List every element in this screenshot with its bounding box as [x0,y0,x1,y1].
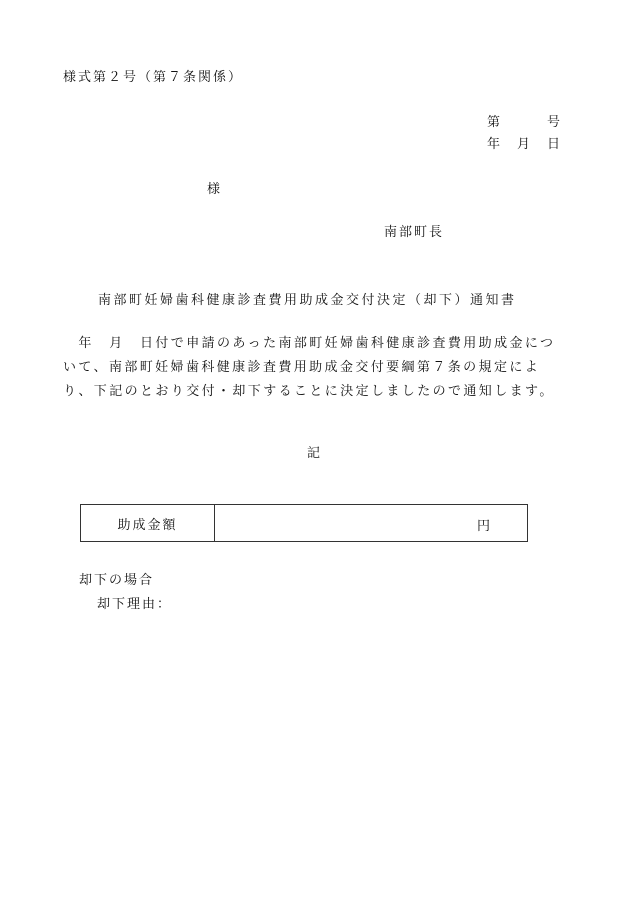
rejection-heading: 却下の場合 [79,573,155,588]
amount-value-cell [215,505,527,541]
body-text: 年 月 日付で申請のあった南部町妊婦歯科健康診査費用助成金について、南部町妊婦歯科健康診査費用助成金交付要綱第７条の規定により、下記のとおり交付・却下することに決定しましたので通知します。 [63,336,556,399]
rejection-reason-label: 却下理由： [97,597,173,612]
document-title: 南部町妊婦歯科健康診査費用助成金交付決定（却下）通知書 [98,293,517,308]
amount-unit: 円 [477,519,491,534]
form-label: 様式第２号（第７条関係） [63,70,244,85]
ki-marker: 記 [307,446,323,461]
amount-table [80,504,528,542]
document-date: 年 月 日 [487,137,563,152]
document-number: 第 号 [487,115,563,130]
addressee-suffix: 様 [207,182,223,197]
amount-label: 助成金額 [81,505,215,541]
sender: 南部町長 [384,225,445,240]
